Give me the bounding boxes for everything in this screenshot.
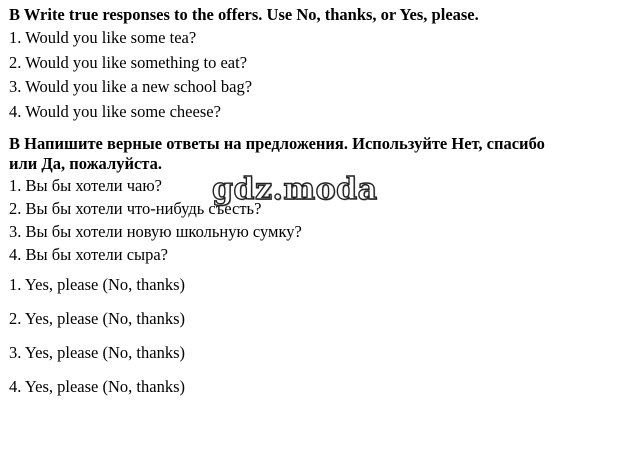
answer-3: 3. Yes, please (No, thanks) (9, 343, 185, 362)
question-ru-3: 3. Вы бы хотели новую школьную сумку? (9, 222, 302, 241)
answer-2: 2. Yes, please (No, thanks) (9, 309, 185, 328)
question-en-3: 3. Would you like a new school bag? (9, 77, 253, 96)
question-en-4: 4. Would you like some cheese? (9, 101, 221, 121)
exercise-heading-ru-line2: или Да, пожалуйста. (9, 154, 162, 173)
question-list-ru (9, 174, 624, 266)
question-en-2: 2. Would you like something to eat? (9, 52, 248, 72)
exercise-block-ru (9, 134, 624, 266)
exercise-page (9, 5, 624, 411)
question-ru-2: 2. Вы бы хотели что-нибудь съесть? (9, 199, 262, 218)
question-list-en (9, 26, 624, 124)
exercise-heading-ru-line1: B Напишите верные ответы на предложения. Используйте Нет, спасибо (9, 134, 545, 153)
question-en-1: 1. Would you like some tea? (9, 28, 197, 47)
exercise-heading-en: B Write true responses to the offers. Use No, thanks, or Yes, please. (9, 5, 479, 24)
answer-1: 1. Yes, please (No, thanks) (9, 275, 185, 294)
answer-list (9, 275, 624, 397)
question-ru-4: 4. Вы бы хотели сыра? (9, 245, 169, 264)
question-ru-1: 1. Вы бы хотели чаю? (9, 176, 162, 195)
answer-4: 4. Yes, please (No, thanks) (9, 377, 185, 396)
site-watermark: gdz.moda (212, 172, 378, 207)
